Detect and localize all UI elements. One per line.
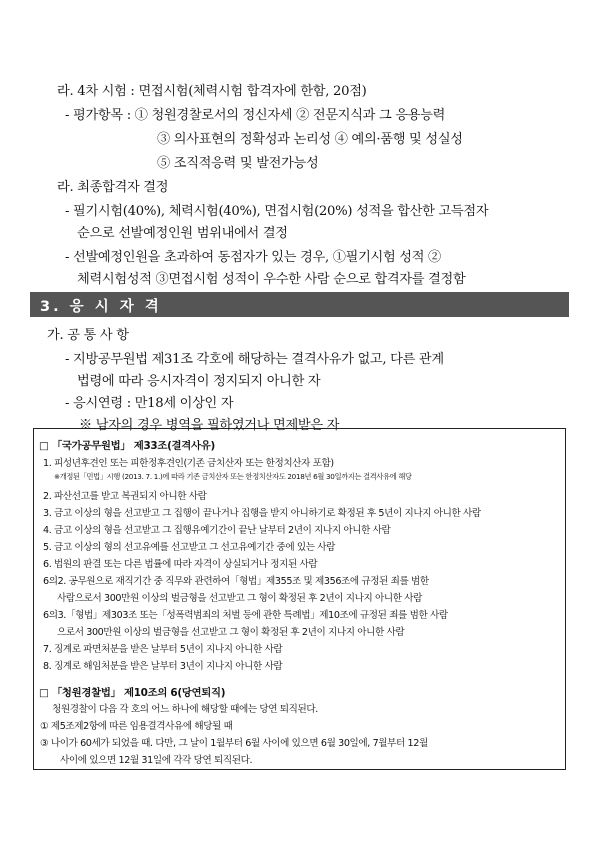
final-decision-line-4: 체력시험성적 ③면접시험 성적이 우수한 사람 순으로 합격자를 결정함 — [77, 272, 466, 287]
retirement-item-3: ③ 나이가 60세가 되었을 때. 다만, 그 날이 1월부터 6월 사이에 있으면 6월 30일에, 7월부터 12월 — [40, 738, 428, 749]
evaluation-items-line-1: - 평가항목 : ① 청원경찰로서의 정신자세 ② 전문지식과 그 응용능력 — [65, 108, 446, 123]
final-decision-line-3: - 선발예정인원을 초과하여 동점자가 있는 경우, ①필기시험 성적 ② — [65, 250, 441, 265]
age-requirement: - 응시연령 : 만18세 이상인 자 — [65, 396, 234, 411]
disqualification-item-6-3b: 으로서 300만원 이상의 벌금형을 선고받고 그 형이 확정된 후 2년이 지나지 아니한 사람 — [57, 627, 405, 638]
evaluation-items-line-3: ⑤ 조직적응력 및 발전가능성 — [157, 156, 319, 171]
qualification-line-1: - 지방공무원법 제31조 각호에 해당하는 결격사유가 없고, 다른 관계 — [65, 352, 444, 367]
common-items-heading: 가. 공 통 사 항 — [47, 328, 129, 343]
disqualification-item-6-2a: 6의2. 공무원으로 재직기간 중 직무와 관련하여「형법」제355조 및 제356조에 규정된 죄를 범한 — [43, 576, 429, 587]
disqualification-item-6-2b: 사람으로서 300만원 이상의 벌금형을 선고받고 그 형이 확정된 후 2년이 지나지 아니한 사람 — [57, 593, 422, 604]
retirement-intro: 청원경찰이 다음 각 호의 어느 하나에 해당할 때에는 당연 퇴직된다. — [52, 704, 318, 715]
final-decision-heading: 라. 최종합격자 결정 — [57, 180, 169, 195]
qualification-line-2: 법령에 따라 응시자격이 정지되지 아니한 자 — [77, 374, 321, 389]
disqualification-item-4: 4. 금고 이상의 형을 선고받고 그 집행유예기간이 끝난 날부터 2년이 지나지 아니한 사람 — [43, 525, 391, 536]
disqualification-note: ※개정된「민법」시행 (2013. 7. 1.)에 따라 기존 금치산자 또는 한정치산자도 2018년 6월 30일까지는 결격사유에 해당 — [54, 472, 412, 481]
disqualification-item-8: 8. 징계로 해임처분을 받은 날부터 3년이 지나지 아니한 사람 — [43, 661, 283, 672]
disqualification-item-2: 2. 파산선고를 받고 복권되지 아니한 사람 — [43, 491, 207, 502]
section-title: 3. 응 시 자 격 — [40, 299, 162, 315]
box-heading-retirement: □ 「청원경찰법」 제10조의 6(당연퇴직) — [39, 687, 226, 699]
disqualification-item-6: 6. 법원의 판결 또는 다른 법률에 따라 자격이 상실되거나 정지된 사람 — [43, 559, 318, 570]
disqualification-item-3: 3. 금고 이상의 형을 선고받고 그 집행이 끝나거나 집행을 받지 아니하기로 확정된 후 5년이 지나지 아니한 사람 — [43, 508, 481, 519]
evaluation-items-line-2: ③ 의사표현의 정확성과 논리성 ④ 예의·품행 및 성실성 — [157, 132, 463, 147]
final-decision-line-2: 순으로 선발예정인원 범위내에서 결정 — [77, 226, 288, 241]
military-service-note: ※ 남자의 경우 병역을 필하였거나 면제받은 자 — [79, 418, 340, 433]
retirement-item-1: ① 제5조제2항에 따른 임용결격사유에 해당될 때 — [40, 721, 233, 732]
disqualification-item-6-3a: 6의3.「형법」제303조 또는「성폭력범죄의 처벌 등에 관한 특례법」제10조에 규정된 죄를 범한 사람 — [43, 610, 448, 621]
final-decision-line-1: - 필기시험(40%), 체력시험(40%), 면접시험(20%) 성적을 합산한 고득점자 — [65, 204, 489, 219]
disqualification-item-5: 5. 금고 이상의 형의 선고유예를 선고받고 그 선고유예기간 중에 있는 사람 — [43, 542, 336, 553]
interview-heading: 라. 4차 시험 : 면접시험(체력시험 합격자에 한함, 20점) — [57, 84, 367, 99]
box-heading-disqualification: □ 「국가공무원법」 제33조(결격사유) — [39, 440, 215, 452]
disqualification-item-1: 1. 피성년후견인 또는 피한정후견인(기존 금치산자 또는 한정치산자 포함) — [43, 458, 334, 469]
disqualification-item-7: 7. 징계로 파면처분을 받은 날부터 5년이 지나지 아니한 사람 — [43, 644, 283, 655]
retirement-item-3-cont: 사이에 있으면 12월 31일에 각각 당연 퇴직된다. — [60, 755, 253, 766]
